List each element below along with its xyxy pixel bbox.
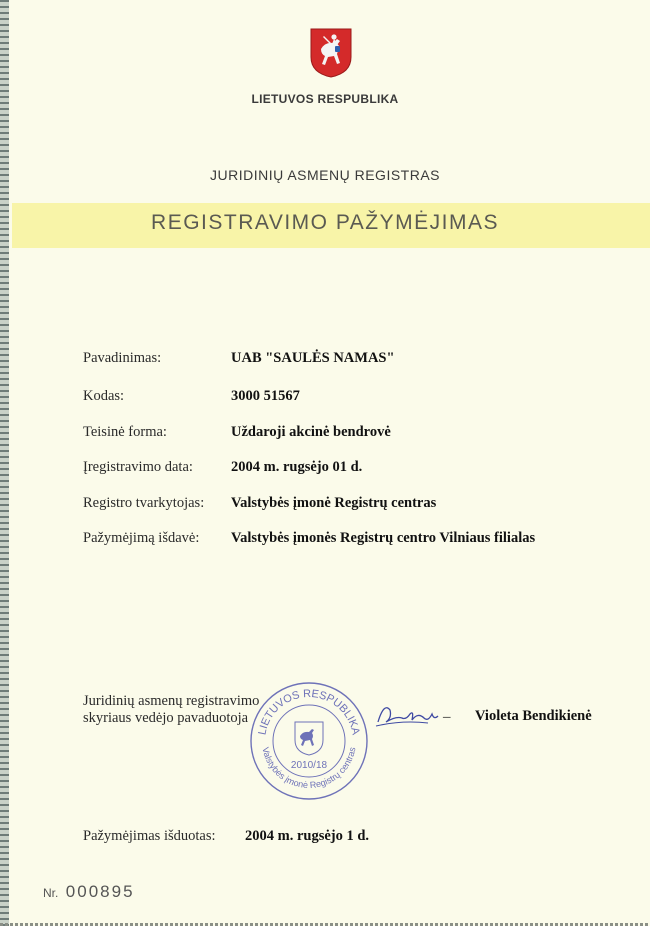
field-value: 3000 51567 — [231, 388, 300, 404]
field-value: Uždaroji akcinė bendrovė — [231, 424, 391, 440]
signatory-position-line: skyriaus vedėjo pavaduotoja — [83, 710, 249, 726]
field-value: 2004 m. rugsėjo 01 d. — [231, 459, 363, 475]
decorative-left-border — [0, 0, 9, 926]
stamp-emblem-icon — [295, 722, 323, 755]
serial-number — [43, 882, 135, 902]
signatory-name: Violeta Bendikienė — [475, 708, 592, 724]
handwritten-signature — [372, 700, 462, 732]
country-name: LIETUVOS RESPUBLIKA — [251, 92, 399, 106]
signature-dash: – — [443, 709, 451, 725]
field-label: Įregistravimo data: — [83, 459, 193, 475]
issued-date: 2004 m. rugsėjo 1 d. — [245, 828, 370, 844]
field-label: Pažymėjimą išdavė: — [83, 530, 200, 546]
stamp-code: 2010/18 — [290, 760, 328, 771]
field-label: Registro tvarkytojas: — [83, 495, 205, 511]
stamp-bottom-text: Valstybės įmonė Registrų centras — [260, 746, 358, 791]
signatory-position-line: Juridinių asmenų registravimo — [83, 693, 260, 709]
field-label: Kodas: — [83, 388, 125, 404]
field-value: Valstybės įmonė Registrų centras — [231, 495, 437, 511]
stamp-top-text: LIETUVOS RESPUBLIKA — [256, 687, 362, 736]
registry-name: JURIDINIŲ ASMENŲ REGISTRAS — [209, 167, 441, 183]
field-label: Teisinė forma: — [83, 424, 167, 440]
serial-prefix: Nr. — [43, 886, 59, 900]
signatory-position — [83, 693, 259, 727]
field-label: Pavadinimas: — [83, 350, 162, 366]
official-stamp — [248, 680, 370, 802]
field-value: Valstybės įmonės Registrų centro Vilniaus filialas — [231, 530, 536, 546]
document-title: REGISTRAVIMO PAŽYMĖJIMAS — [151, 211, 499, 234]
coat-of-arms-emblem — [309, 27, 353, 79]
serial-value: 000895 — [65, 882, 135, 901]
issued-label: Pažymėjimas išduotas: — [83, 828, 216, 844]
field-value: UAB "SAULĖS NAMAS" — [231, 350, 395, 366]
